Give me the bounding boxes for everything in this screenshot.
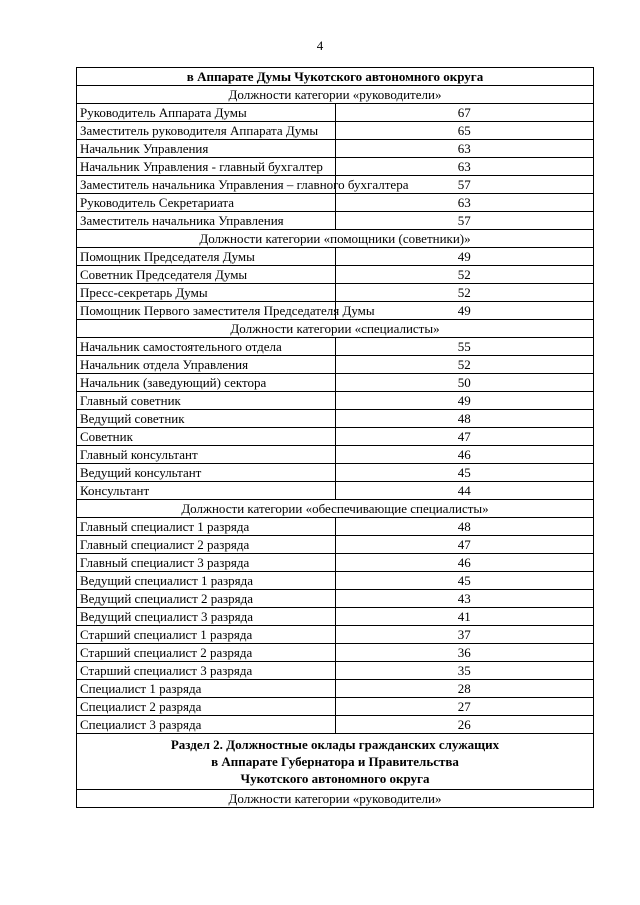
- position-value: 35: [335, 662, 594, 680]
- position-name: Главный специалист 1 разряда: [77, 518, 336, 536]
- section-heading-line: Чукотского автономного округа: [240, 771, 430, 786]
- section-heading: [77, 734, 594, 790]
- position-name: Ведущий специалист 2 разряда: [77, 590, 336, 608]
- position-value: 27: [335, 698, 594, 716]
- position-value: 45: [335, 464, 594, 482]
- table-row: [77, 140, 594, 158]
- table-row: [77, 626, 594, 644]
- category-row: [77, 500, 594, 518]
- position-value: 50: [335, 374, 594, 392]
- position-value: 48: [335, 518, 594, 536]
- table-row: [77, 680, 594, 698]
- category-heading: Должности категории «специалисты»: [77, 320, 594, 338]
- position-name: Начальник самостоятельного отдела: [77, 338, 336, 356]
- position-value: 67: [335, 104, 594, 122]
- position-value: 36: [335, 644, 594, 662]
- table-row: [77, 356, 594, 374]
- position-name: Главный специалист 2 разряда: [77, 536, 336, 554]
- table-row: [77, 194, 594, 212]
- position-value: 52: [335, 266, 594, 284]
- position-value: 47: [335, 428, 594, 446]
- position-value: 47: [335, 536, 594, 554]
- position-value: 46: [335, 446, 594, 464]
- position-value: 41: [335, 608, 594, 626]
- position-name: Специалист 2 разряда: [77, 698, 336, 716]
- category-heading: Должности категории «руководители»: [77, 790, 594, 808]
- position-value: 49: [335, 392, 594, 410]
- table-row: [77, 302, 594, 320]
- position-name: Руководитель Аппарата Думы: [77, 104, 336, 122]
- table-row: [77, 590, 594, 608]
- table-row: [77, 572, 594, 590]
- category-heading: Должности категории «руководители»: [77, 86, 594, 104]
- position-value: 63: [335, 140, 594, 158]
- table-row: [77, 284, 594, 302]
- page-number: 4: [316, 38, 324, 53]
- position-value: 52: [335, 284, 594, 302]
- position-name: Старший специалист 3 разряда: [77, 662, 336, 680]
- position-name: Руководитель Секретариата: [77, 194, 336, 212]
- table-row: [77, 338, 594, 356]
- position-name: Специалист 3 разряда: [77, 716, 336, 734]
- position-name: Начальник отдела Управления: [77, 356, 336, 374]
- position-name: Заместитель начальника Управления – главного бухгалтера: [77, 176, 336, 194]
- position-value: 45: [335, 572, 594, 590]
- position-name: Начальник Управления: [77, 140, 336, 158]
- position-name: Старший специалист 2 разряда: [77, 644, 336, 662]
- table-row: [77, 158, 594, 176]
- position-value: 46: [335, 554, 594, 572]
- position-value: 57: [335, 176, 594, 194]
- table-row: [77, 248, 594, 266]
- table-row: [77, 212, 594, 230]
- table-row: [77, 428, 594, 446]
- position-value: 65: [335, 122, 594, 140]
- table-row: [77, 464, 594, 482]
- table-row: [77, 482, 594, 500]
- table-row: [77, 104, 594, 122]
- table-row: [77, 374, 594, 392]
- table-row: [77, 266, 594, 284]
- position-name: Советник: [77, 428, 336, 446]
- position-name: Начальник Управления - главный бухгалтер: [77, 158, 336, 176]
- position-value: 28: [335, 680, 594, 698]
- salary-table: [76, 67, 594, 808]
- table-row: [77, 716, 594, 734]
- section-heading-line: Раздел 2. Должностные оклады гражданских служащих: [170, 737, 500, 752]
- position-value: 26: [335, 716, 594, 734]
- position-name: Заместитель руководителя Аппарата Думы: [77, 122, 336, 140]
- table-header: в Аппарате Думы Чукотского автономного округа: [77, 68, 594, 86]
- position-value: 63: [335, 194, 594, 212]
- table-row: [77, 518, 594, 536]
- table-row: [77, 446, 594, 464]
- section-heading-line: в Аппарате Губернатора и Правительства: [211, 754, 459, 769]
- position-name: Ведущий консультант: [77, 464, 336, 482]
- position-value: 63: [335, 158, 594, 176]
- position-name: Старший специалист 1 разряда: [77, 626, 336, 644]
- position-name: Пресс-секретарь Думы: [77, 284, 336, 302]
- position-value: 55: [335, 338, 594, 356]
- position-name: Помощник Председателя Думы: [77, 248, 336, 266]
- position-name: Ведущий специалист 1 разряда: [77, 572, 336, 590]
- position-name: Главный советник: [77, 392, 336, 410]
- salary-table-body: [77, 68, 594, 808]
- position-name: Ведущий специалист 3 разряда: [77, 608, 336, 626]
- position-value: 49: [335, 248, 594, 266]
- table-row: [77, 536, 594, 554]
- table-row: [77, 554, 594, 572]
- position-name: Советник Председателя Думы: [77, 266, 336, 284]
- category-row: [77, 320, 594, 338]
- table-row: [77, 608, 594, 626]
- table-header-row: [77, 68, 594, 86]
- position-value: 43: [335, 590, 594, 608]
- position-name: Ведущий советник: [77, 410, 336, 428]
- position-value: 49: [335, 302, 594, 320]
- table-row: [77, 662, 594, 680]
- table-row: [77, 176, 594, 194]
- category-row: [77, 230, 594, 248]
- category-heading: Должности категории «обеспечивающие специалисты»: [77, 500, 594, 518]
- table-row: [77, 392, 594, 410]
- section-heading-row: [77, 734, 594, 790]
- position-value: 52: [335, 356, 594, 374]
- position-name: Главный консультант: [77, 446, 336, 464]
- table-row: [77, 410, 594, 428]
- position-name: Начальник (заведующий) сектора: [77, 374, 336, 392]
- position-name: Главный специалист 3 разряда: [77, 554, 336, 572]
- position-value: 44: [335, 482, 594, 500]
- position-value: 57: [335, 212, 594, 230]
- position-value: 37: [335, 626, 594, 644]
- position-name: Заместитель начальника Управления: [77, 212, 336, 230]
- position-name: Специалист 1 разряда: [77, 680, 336, 698]
- table-row: [77, 644, 594, 662]
- category-row: [77, 790, 594, 808]
- position-name: Консультант: [77, 482, 336, 500]
- category-heading: Должности категории «помощники (советники)»: [77, 230, 594, 248]
- table-row: [77, 698, 594, 716]
- position-name: Помощник Первого заместителя Председателя Думы: [77, 302, 336, 320]
- table-row: [77, 122, 594, 140]
- position-value: 48: [335, 410, 594, 428]
- category-row: [77, 86, 594, 104]
